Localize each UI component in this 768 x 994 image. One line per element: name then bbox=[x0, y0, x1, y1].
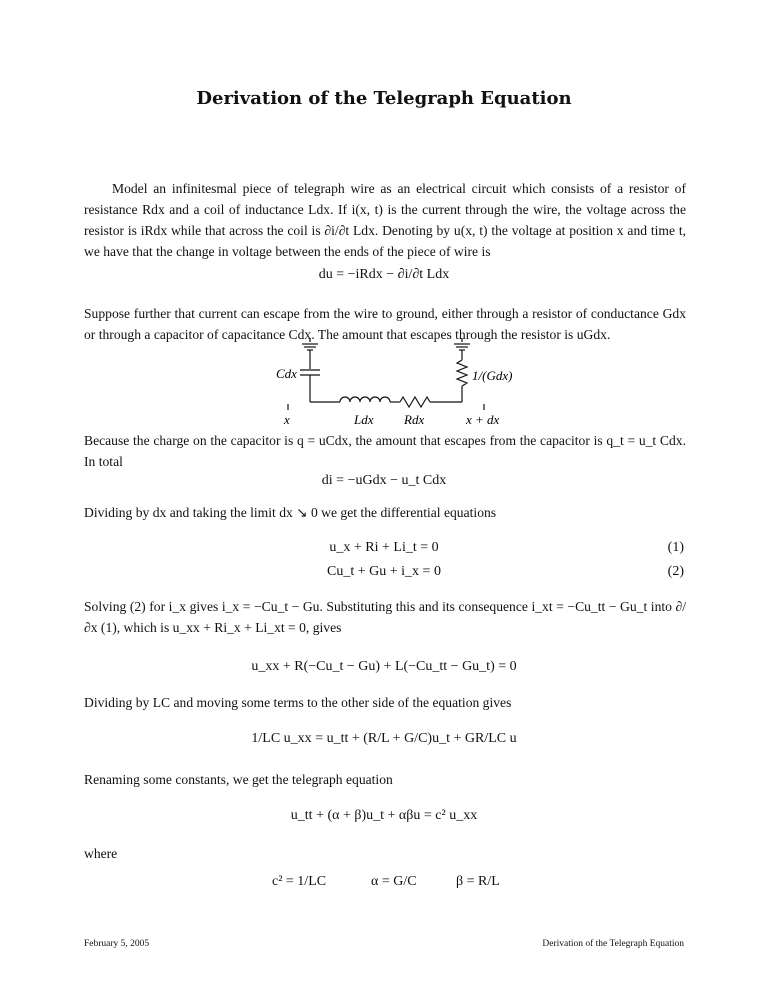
circuit-label-x-plus-dx: x + dx bbox=[466, 412, 500, 426]
equation-divided: 1/LC u_xx = u_tt + (R/L + G/C)u_t + GR/LC u bbox=[251, 731, 517, 746]
definition-c: c² = 1/LC bbox=[272, 874, 327, 889]
circuit-label-capacitance: Cdx bbox=[276, 366, 297, 381]
paragraph-capacitor: Because the charge on the capacitor is q = uCdx, the amount that escapes from the capacitor is q_t = u_t Cdx. In total bbox=[84, 433, 686, 469]
page-title: Derivation of the Telegraph Equation bbox=[196, 88, 572, 109]
equation-telegraph: u_tt + (α + β)u_t + αβu = c² u_xx bbox=[290, 808, 478, 823]
paragraph-intro: Model an infinitesmal piece of telegraph wire as an electrical circuit which consists of a resistor of resistance Rdx and a coil of inductance Ldx. If i(x, t) is the current through the wire, the voltage across the resistor is iRdx while that across the coil is ∂i/∂t Ldx. Denoting by u(x, t) the voltage at position x and time t, we have that the change in voltage between the ends of the piece of wire is bbox=[84, 181, 686, 259]
circuit-label-x: x bbox=[284, 412, 290, 426]
equation-1-number: (1) bbox=[667, 540, 684, 555]
equation-du: du = −iRdx − ∂i/∂t Ldx bbox=[318, 267, 450, 282]
paragraph-rename: Renaming some constants, we get the telegraph equation bbox=[84, 772, 393, 787]
definition-beta: β = R/L bbox=[456, 874, 500, 889]
circuit-diagram bbox=[0, 336, 768, 426]
equation-1: u_x + Ri + Li_t = 0 bbox=[329, 540, 439, 555]
resistor-icon-horizontal bbox=[400, 397, 430, 407]
circuit-label-conductance: 1/(Gdx) bbox=[472, 368, 513, 383]
circuit-label-resistance: Rdx bbox=[404, 412, 425, 426]
paragraph-leak: Suppose further that current can escape from the wire to ground, either through a resistor of conductance Gdx or through a capacitor of capacitance Cdx. The amount that escapes through the resistor is uGdx. bbox=[84, 306, 686, 342]
footer-date: February 5, 2005 bbox=[84, 939, 150, 949]
resistor-icon-vertical bbox=[457, 360, 467, 386]
paragraph-substitute: Solving (2) for i_x gives i_x = −Cu_t − Gu. Substituting this and its consequence i_xt = −Cu_tt − Gu_t into ∂/∂x (1), which is u_xx + Ri_x + Li_xt = 0, gives bbox=[84, 599, 686, 635]
equation-2: Cu_t + Gu + i_x = 0 bbox=[327, 564, 441, 579]
equation-di: di = −uGdx − u_t Cdx bbox=[321, 473, 447, 488]
equation-substituted: u_xx + R(−Cu_t − Gu) + L(−Cu_tt − Gu_t) = 0 bbox=[251, 659, 517, 674]
equation-2-number: (2) bbox=[667, 564, 684, 579]
paragraph-limit: Dividing by dx and taking the limit dx ↘ 0 we get the differential equations bbox=[84, 505, 497, 520]
definition-alpha: α = G/C bbox=[371, 874, 417, 889]
inductor-icon bbox=[340, 397, 390, 402]
footer-title: Derivation of the Telegraph Equation bbox=[542, 939, 684, 949]
circuit-label-inductance: Ldx bbox=[354, 412, 374, 426]
paragraph-where: where bbox=[84, 846, 118, 861]
paragraph-divide: Dividing by LC and moving some terms to the other side of the equation gives bbox=[84, 695, 512, 710]
